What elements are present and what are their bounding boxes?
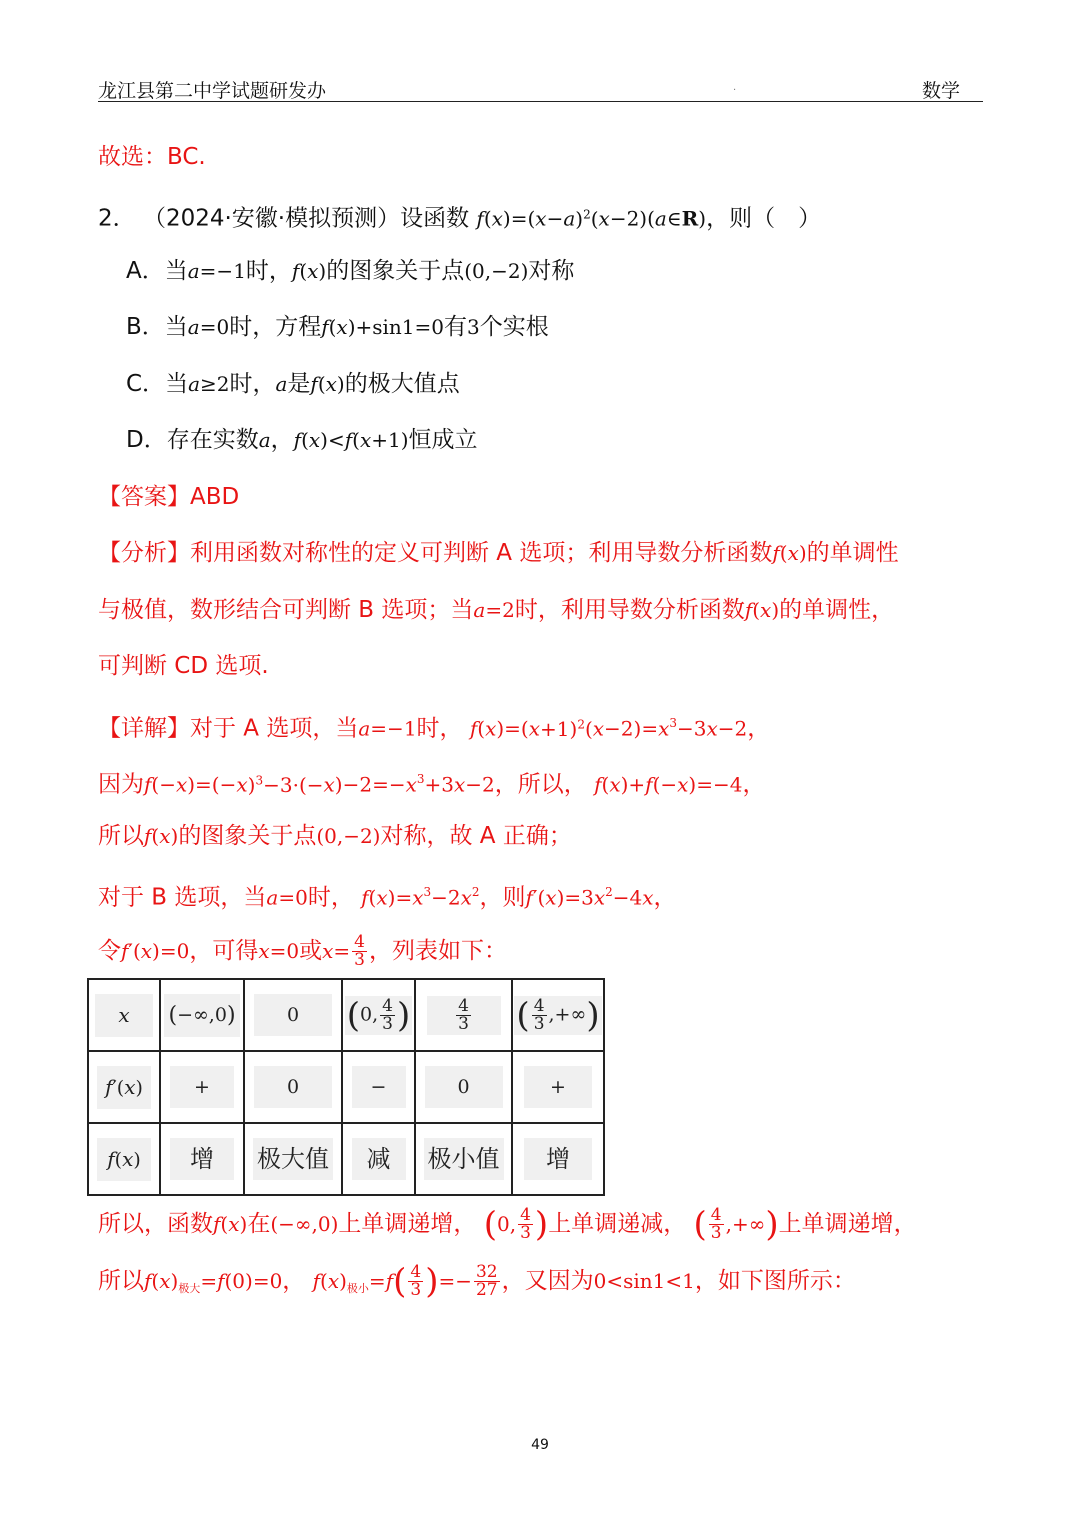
table-cell: 极小值 xyxy=(424,1138,504,1180)
answer-tag: 【答案】 xyxy=(98,484,190,510)
header-rule xyxy=(98,101,983,102)
sign-table xyxy=(87,978,605,1196)
table-cell: 极大值 xyxy=(253,1138,333,1180)
detail-line-5: 令f′(x)=0，可得x=0或x= $\frac{4}{3}$ ，列表如下： xyxy=(98,932,507,970)
table-cell: (0, $\frac{4}{3}$ ) xyxy=(346,995,411,1035)
table-cell: 0 xyxy=(425,1066,503,1108)
question-stem-suffix: ，则（ ） xyxy=(706,205,822,232)
table-cell: + xyxy=(524,1066,592,1108)
option-d-label: D． xyxy=(126,427,167,453)
prev-conclusion: 故选：BC. xyxy=(98,144,206,170)
answer-value: ABD xyxy=(190,484,240,510)
option-b-label: B． xyxy=(126,314,165,340)
question-function: f xyxy=(476,206,484,231)
table-cell: x xyxy=(95,994,153,1037)
header-dot: . xyxy=(733,82,737,93)
page-number: 49 xyxy=(531,1437,549,1453)
table-row xyxy=(88,1051,604,1123)
detail-line-1: 【详解】对于 A 选项，当a=−1时， $f(x)=(x+1)^2(x-2)=x^3-3x-2$， xyxy=(98,715,771,742)
option-c: C．当a≥2时，a是f(x)的极大值点 xyxy=(126,371,460,397)
analysis-line-2: 与极值，数形结合可判断 B 选项；当a=2时，利用导数分析函数f(x)的单调性， xyxy=(98,597,895,623)
detail-line-6: 所以，函数f(x)在(−∞,0)上单调递增， (0, $\frac{4}{3}$ )上单调递减， ( $\frac{4}{3}$ ,+∞)上单调递增， xyxy=(98,1204,917,1245)
header-subject: 数学 xyxy=(921,80,960,102)
table-cell: 增 xyxy=(170,1138,234,1180)
table-row xyxy=(88,979,604,1051)
option-c-label: C． xyxy=(126,371,166,397)
analysis-line-1: 【分析】利用函数对称性的定义可判断 A 选项；利用导数分析函数f(x)的单调性 xyxy=(98,540,899,566)
table-row xyxy=(88,1123,604,1195)
table-cell: 增 xyxy=(524,1138,592,1180)
table-cell: $\frac{4}{3}$ xyxy=(427,996,501,1035)
header-school: 龙江县第二中学试题研发办 xyxy=(98,80,327,102)
table-cell: + xyxy=(170,1066,234,1108)
answer-line xyxy=(98,482,239,512)
option-b: B．当a=0时，方程f(x)+sin1=0有3个实根 xyxy=(126,314,549,340)
detail-line-7: 所以$f(x)_{极大}=f(0)=0$， $f(x)_{极小}=f$( $\frac{4}{3}$ )=− $\frac{32}{27}$ ，又因为0<sin1<1，如下图所示： xyxy=(98,1261,856,1302)
option-d: D．存在实数a，f(x)<f(x+1)恒成立 xyxy=(126,427,478,453)
option-a-label: A． xyxy=(126,258,165,284)
table-cell: ( $\frac{4}{3}$ ,+∞) xyxy=(516,995,600,1035)
table-cell: f(x) xyxy=(97,1138,151,1181)
question-stem: 2． （2024·安徽·模拟预测）设函数 $f(x)=(x-a)^2(x-2)(a\in R)$，则（ ） xyxy=(98,205,822,232)
table-cell: f′(x) xyxy=(97,1066,151,1109)
table-cell: (−∞,0) xyxy=(164,994,239,1037)
detail-line-4: 对于 B 选项，当a=0时， $f(x)=x^3-2x^2$，则$f'(x)=3x^2-4x$， xyxy=(98,884,677,911)
question-number: 2． xyxy=(98,205,136,232)
table-cell: 0 xyxy=(254,1066,332,1108)
analysis-line-3: 可判断 CD 选项. xyxy=(98,653,269,679)
option-a: A．当a=−1时，f(x)的图象关于点(0,−2)对称 xyxy=(126,258,575,284)
table-cell: 减 xyxy=(352,1138,406,1180)
detail-line-2: 因为$f(-x)=(-x)^3-3\cdot(-x)-2=-x^3+3x-2$，所以， f(x)+f(−x)=−4， xyxy=(98,771,766,798)
question-source: （2024·安徽·模拟预测） xyxy=(142,205,401,232)
question-stem-prefix: 设函数 xyxy=(400,205,470,232)
table-cell: − xyxy=(352,1066,406,1108)
table-cell: 0 xyxy=(254,994,332,1036)
detail-line-3: 所以f(x)的图象关于点(0,−2)对称，故 A 正确； xyxy=(98,823,572,849)
